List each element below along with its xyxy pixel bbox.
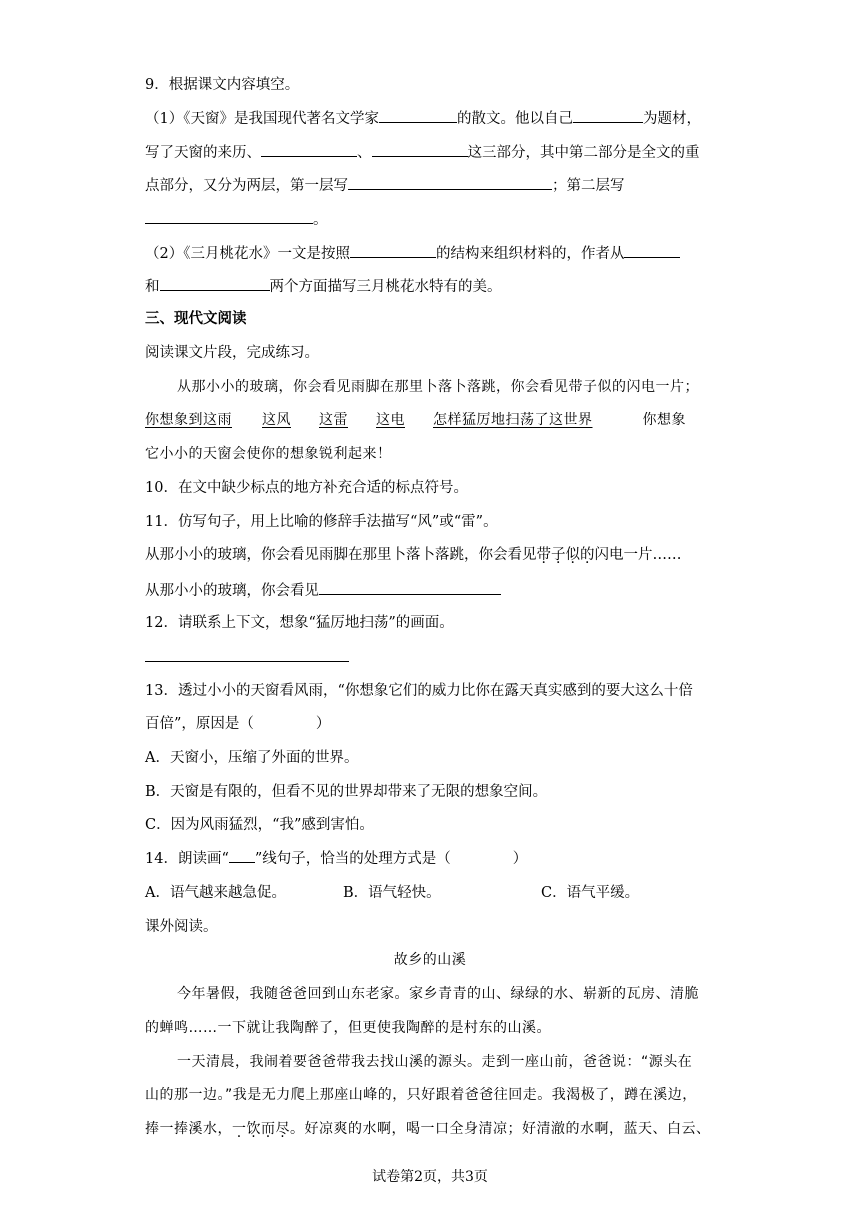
answer-blank[interactable] bbox=[319, 578, 501, 595]
q14-option-b[interactable]: B．语气轻快。 bbox=[343, 885, 441, 901]
answer-blank[interactable] bbox=[372, 140, 468, 157]
emphasis-char: 饮 bbox=[246, 1121, 261, 1137]
q14: 14．朗读画“ ”线句子，恰当的处理方式是（ ） bbox=[145, 848, 527, 870]
q9-part1-line2: 写了天窗的来历、 、 这三部分，其中第二部分是全文的重 bbox=[145, 140, 700, 164]
answer-blank[interactable] bbox=[160, 274, 270, 291]
article-p2-line3: 捧一捧溪水，一饮而尽。好凉爽的水啊，喝一口全身清凉；好清澈的水啊，蓝天、白云、 bbox=[145, 1121, 711, 1137]
emphasis-char: 子 bbox=[551, 547, 566, 563]
emphasis-char: 尽 bbox=[275, 1121, 290, 1137]
q11-example: 从那小小的玻璃，你会看见雨脚在那里卜落卜落跳，你会看见带子似的闪电一片…… bbox=[145, 547, 682, 563]
q9-part1-line3: 点部分，又分为两层，第一层写 ；第二层写 bbox=[145, 173, 625, 197]
q13-option-c[interactable]: C．因为风雨猛烈，“我”感到害怕。 bbox=[145, 817, 374, 833]
article-p1-line2: 的蝉鸣……一下就让我陶醉了，但更使我陶醉的是村东的山溪。 bbox=[145, 1020, 551, 1036]
answer-blank[interactable] bbox=[379, 106, 457, 123]
emphasis-char: 的 bbox=[580, 547, 595, 563]
q13-option-b[interactable]: B．天窗是有限的，但看不见的世界却带来了无限的想象空间。 bbox=[145, 784, 548, 800]
q10: 10．在文中缺少标点的地方补充合适的标点符号。 bbox=[145, 480, 468, 496]
passage-line3: 它小小的天窗会使你的想象锐利起来！ bbox=[145, 446, 392, 462]
article-p2-line2: 山的那一边。”我是无力爬上那座山峰的，只好跟着爸爸往回走。我渴极了，蹲在溪边， bbox=[145, 1087, 697, 1103]
article-p1-line1: 今年暑假，我随爸爸回到山东老家。家乡青青的山、绿绿的水、崭新的瓦房、清脆 bbox=[177, 986, 699, 1002]
page-footer: 试卷第2页，共3页 bbox=[372, 1169, 488, 1185]
q9-part1-line1: （1）《天窗》是我国现代著名文学家 的散文。他以自己 为题材， bbox=[145, 106, 701, 130]
extra-reading-label: 课外阅读。 bbox=[145, 919, 218, 935]
emphasis-char: 似 bbox=[565, 547, 580, 563]
q13-option-a[interactable]: A．天窗小，压缩了外面的世界。 bbox=[145, 750, 359, 766]
q13-line2: 百倍”，原因是（ ） bbox=[145, 716, 331, 732]
article-p2-line1: 一天清晨，我闹着要爸爸带我去找山溪的源头。走到一座山前，爸爸说：“源头在 bbox=[177, 1054, 693, 1070]
passage-line1: 从那小小的玻璃，你会看见雨脚在那里卜落卜落跳，你会看见带子似的闪电一片； bbox=[177, 379, 699, 395]
article-title: 故乡的山溪 bbox=[393, 952, 467, 968]
underlined-sentence: 你想象到这雨 这风 这雷 这电 怎样猛厉地扫荡了这世界 bbox=[145, 412, 593, 428]
q9-stem: 9．根据课文内容填空。 bbox=[145, 77, 300, 93]
underline-sample bbox=[229, 848, 255, 863]
q14-option-c[interactable]: C．语气平缓。 bbox=[541, 885, 640, 901]
answer-blank[interactable] bbox=[624, 241, 680, 258]
q14-options bbox=[145, 882, 639, 904]
reading-instruction: 阅读课文片段，完成练习。 bbox=[145, 345, 319, 361]
q9-part2-line1: （2）《三月桃花水》一文是按照 的结构来组织材料的，作者从 bbox=[145, 241, 680, 265]
emphasis-char: 带 bbox=[536, 547, 551, 563]
answer-blank[interactable] bbox=[145, 645, 349, 662]
answer-blank[interactable] bbox=[348, 173, 552, 190]
section-heading: 三、现代文阅读 bbox=[145, 310, 247, 327]
q9-part1-line4: 。 bbox=[145, 207, 328, 231]
q9-part2-line2: 和 两个方面描写三月桃花水特有的美。 bbox=[145, 274, 502, 298]
answer-blank[interactable] bbox=[145, 207, 313, 224]
q13-line1: 13．透过小小的天窗看风雨，“你想象它们的威力比你在露天真实感到的要大这么十倍 bbox=[145, 683, 693, 699]
q11-prompt: 从那小小的玻璃，你会看见 bbox=[145, 578, 501, 602]
answer-blank[interactable] bbox=[573, 106, 643, 123]
emphasis-char: 而 bbox=[261, 1121, 276, 1137]
answer-blank[interactable] bbox=[261, 140, 357, 157]
q12: 12．请联系上下文，想象“猛厉地扫荡”的画面。 bbox=[145, 615, 454, 631]
emphasis-char: 一 bbox=[232, 1121, 247, 1137]
dotted-emphasis bbox=[537, 547, 595, 563]
q11: 11．仿写句子，用上比喻的修辞手法描写“风”或“雷”。 bbox=[145, 514, 498, 530]
answer-blank[interactable] bbox=[350, 241, 436, 258]
dotted-emphasis bbox=[232, 1121, 290, 1137]
q14-option-a[interactable]: A．语气越来越急促。 bbox=[145, 885, 286, 901]
q12-answer bbox=[145, 645, 349, 669]
passage-line2: 你想象到这雨 这风 这雷 这电 怎样猛厉地扫荡了这世界 你想象 bbox=[145, 412, 686, 428]
